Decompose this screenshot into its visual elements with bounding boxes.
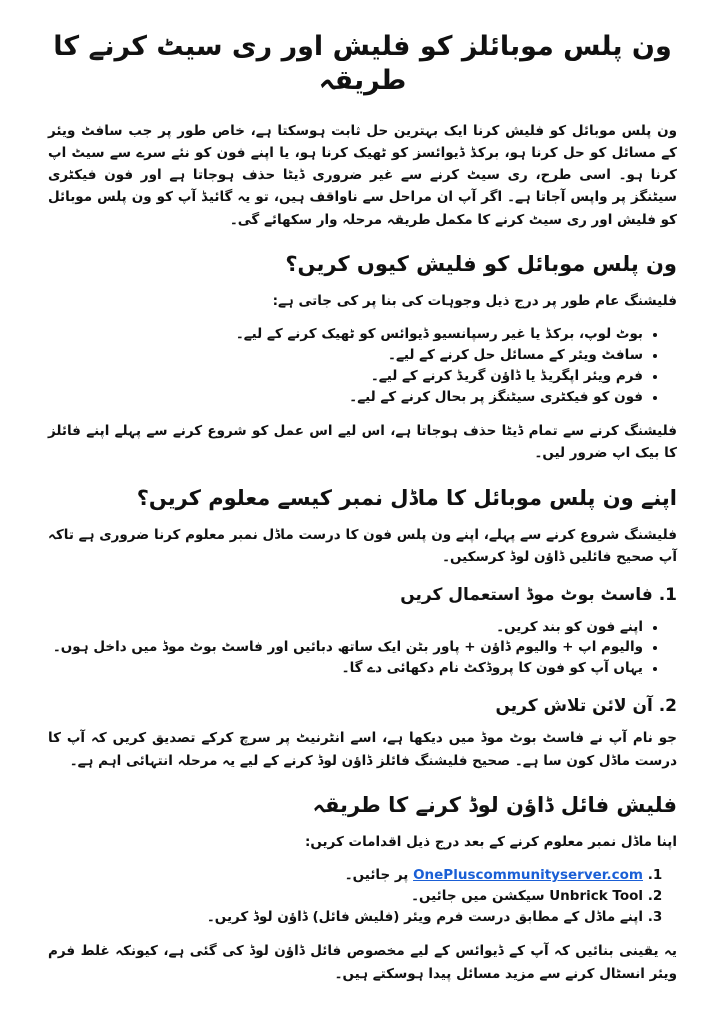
why-flash-heading: ون پلس موبائل کو فلیش کیوں کریں؟ xyxy=(285,251,677,276)
list-item: • یہاں آپ کو فون کا پروڈکٹ نام دکھائی دے گا۔ xyxy=(48,658,643,679)
fastboot-list xyxy=(48,617,677,680)
list-item: • سافٹ ویئر کے مسائل حل کرنے کے لیے۔ xyxy=(48,345,643,366)
why-flash-list xyxy=(48,324,677,408)
list-item: • بوٹ لوپ، برکڈ یا غیر رسپانسیو ڈیوائس کو ٹھیک کرنے کے لیے۔ xyxy=(48,324,643,345)
fastboot-subheading: 1. فاسٹ بوٹ موڈ استعمال کریں xyxy=(400,585,677,606)
unbrick-tool-label: Unbrick Tool xyxy=(549,888,643,905)
model-number-lead: فلیشنگ شروع کرنے سے پہلے، اپنے ون پلس فون کا درست ماڈل نمبر معلوم کرنا ضروری ہے تاکہ آپ صحیح فائلیں ڈاؤن لوڈ کرسکیں۔ xyxy=(48,526,677,566)
download-step-2 xyxy=(48,886,643,907)
download-lead: اپنا ماڈل نمبر معلوم کرنے کے بعد درج ذیل اقدامات کریں: xyxy=(304,834,677,851)
online-search-subheading: 2. آن لائن تلاش کریں xyxy=(495,696,677,717)
step-text: پر جائیں۔ xyxy=(344,867,414,884)
download-steps xyxy=(48,865,677,928)
why-flash-lead: فلیشنگ عام طور پر درج ذیل وجوہات کی بنا پر کی جاتی ہے: xyxy=(272,293,677,310)
download-step-3: 3. اپنے ماڈل کے مطابق درست فرم ویئر (فلیش فائل) ڈاؤن لوڈ کریں۔ xyxy=(48,907,643,928)
step-text: سیکشن میں جائیں۔ xyxy=(411,888,550,905)
list-item: • فرم ویئر اپگریڈ یا ڈاؤن گریڈ کرنے کے لیے۔ xyxy=(48,366,643,387)
download-heading: فلیش فائل ڈاؤن لوڈ کرنے کا طریقہ xyxy=(312,792,677,817)
firmware-warning: یہ یقینی بنائیں کہ آپ کے ڈیوائس کے لیے مخصوص فائل ڈاؤن لوڈ کی گئی ہے، کیونکہ غلط فرم ویئر انسٹال کرنے سے مزید مسائل پیدا ہوسکتے ہیں۔ xyxy=(48,943,677,982)
page-title: ون پلس موبائلز کو فلیش اور ری سیٹ کرنے کا طریقہ xyxy=(53,31,672,96)
list-item: • والیوم اپ + والیوم ڈاؤن + پاور بٹن ایک ساتھ دبائیں اور فاسٹ بوٹ موڈ میں داخل ہوں۔ xyxy=(48,637,643,658)
list-item: • فون کو فیکٹری سیٹنگز پر بحال کرنے کے لیے۔ xyxy=(48,387,643,408)
oneplus-community-link[interactable]: OnePluscommunityserver.com xyxy=(413,867,643,884)
backup-note: فلیشنگ کرنے سے تمام ڈیٹا حذف ہوجاتا ہے، اس لیے اس عمل کو شروع کرنے سے پہلے اپنے فائلز کا بیک اپ ضرور لیں۔ xyxy=(48,423,677,462)
list-item: • اپنے فون کو بند کریں۔ xyxy=(48,617,643,638)
intro-paragraph: ون پلس موبائل کو فلیش کرنا ایک بہترین حل ثابت ہوسکتا ہے، خاص طور پر جب سافٹ ویئر کے مسائل کو حل کرنا ہو، برکڈ ڈیوائسز کو ٹھیک کرنا ہو، یا اپنے فون کو نئے سرے سے سیٹ اپ کرنا ہو۔ اسی طرح، ری سیٹ کرنے سے غیر ضروری ڈیٹا حذف ہوجاتا ہے اور فون فیکٹری سیٹنگز پر واپس آجاتا ہے۔ اگر آپ ان مراحل سے ناواقف ہیں، تو یہ گائیڈ آپ کو ون پلس موبائل کو فلیش اور ری سیٹ کرنے کا مکمل طریقہ مرحلہ وار سکھائے گی۔ xyxy=(48,122,677,228)
model-number-heading: اپنے ون پلس موبائل کا ماڈل نمبر کیسے معلوم کریں؟ xyxy=(136,485,677,510)
download-step-1 xyxy=(48,865,643,886)
online-search-paragraph: جو نام آپ نے فاسٹ بوٹ موڈ میں دیکھا ہے، اسے انٹرنیٹ پر سرچ کرکے تصدیق کریں کہ آپ کا درست ماڈل کون سا ہے۔ صحیح فلیشنگ فائلز ڈاؤن لوڈ کرنے کے لیے یہ مرحلہ انتہائی اہم ہے۔ xyxy=(48,730,677,769)
